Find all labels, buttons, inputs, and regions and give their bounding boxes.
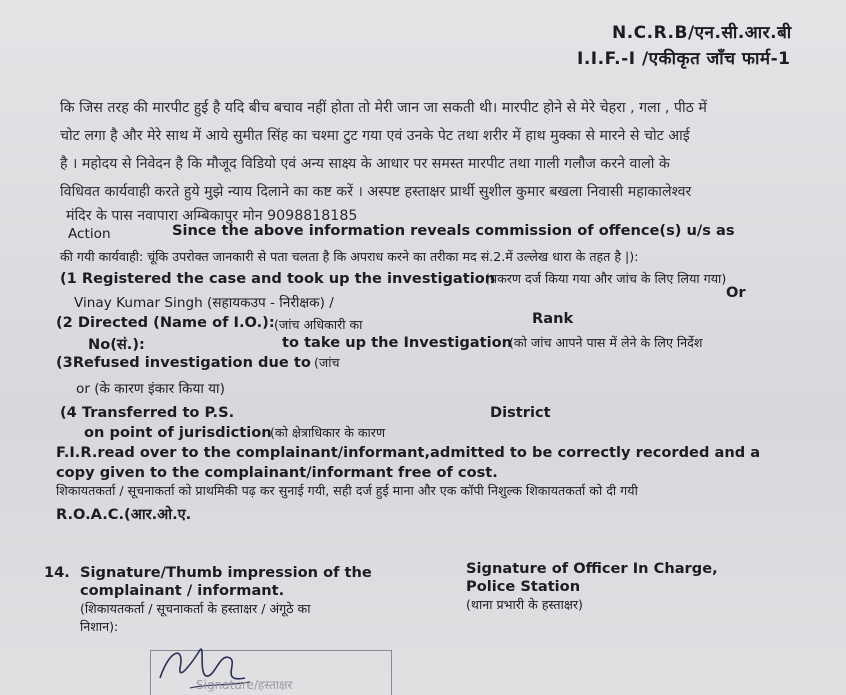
section14-number: 14. xyxy=(44,564,70,581)
item4-text: (4 Transferred to P.S. xyxy=(60,404,235,421)
item4-hindi: (को क्षेत्राधिकार के कारण xyxy=(270,425,386,440)
item1-or: Or xyxy=(726,284,746,301)
item2-rank: Rank xyxy=(532,310,574,327)
action-text: Since the above information reveals commission of offence(s) u/s as xyxy=(172,222,735,239)
item4-line2: on point of jurisdiction xyxy=(84,424,272,441)
section14-right-line2: Police Station xyxy=(466,578,581,595)
section14-left-hindi2: निशान): xyxy=(80,619,119,634)
item2-text2: to take up the Investigation xyxy=(282,334,513,351)
action-label: Action xyxy=(68,226,111,242)
section14-right-line1: Signature of Officer In Charge, xyxy=(466,560,718,577)
item1-text: (1 Registered the case and took up the investigation xyxy=(60,270,496,287)
complaint-line: है । महोदय से निवेदन है कि मौजूद विडियो एवं अन्य साक्ष्य के आधार पर समस्त मारपीट तथा गाली गलौज करने वालो के xyxy=(60,156,670,172)
section14-right-hindi: (थाना प्रभारी के हस्ताक्षर) xyxy=(466,597,583,612)
item3-line2: or (के कारण इंकार किया या) xyxy=(76,381,225,397)
complaint-line: चोट लगा है और मेरे साथ में आये सुमीत सिंह का चश्मा टुट गया एवं उनके पेट तथा शरीर में हाथ मुक्का से मारने से चोट आई xyxy=(60,128,690,144)
fir-line1: F.I.R.read over to the complainant/informant,admitted to be correctly recorded and a xyxy=(56,444,761,461)
section14-left-line2: complainant / informant. xyxy=(80,582,285,599)
iif-form-header: I.I.F.-I /एकीकृत जाँच फार्म-1 xyxy=(577,49,791,69)
item2-hindi2: (को जांच आपने पास में लेने के लिए निर्देश xyxy=(509,335,703,350)
complaint-line: मंदिर के पास नवापारा अम्बिकापुर मोन 9098818185 xyxy=(66,208,358,224)
fir-line2: copy given to the complainant/informant free of cost. xyxy=(56,464,498,481)
signature-label: Signature/हस्ताक्षर xyxy=(196,678,293,692)
item1-officer: Vinay Kumar Singh (सहायकउप - निरीक्षक) / xyxy=(74,295,334,311)
action-hindi: की गयी कार्यवाही: चूंकि उपरोक्त जानकारी से पता चलता है कि अपराध करने का तरीका मद सं.2.में उल्लेख धारा के तहत है |): xyxy=(60,249,639,264)
complaint-line: विधिवत कार्यवाही करते हुये मुझे न्याय दिलाने का कष्ट करें । अस्पष्ट हस्ताक्षर प्रार्थी सुशील कुमार बखला निवासी महाकालेश्वर xyxy=(60,184,692,200)
roac: R.O.A.C.(आर.ओ.ए. xyxy=(56,506,192,523)
fir-hindi: शिकायतकर्ता / सूचनाकर्ता को प्राथमिकी पढ़ कर सुनाई गयी, सही दर्ज हुई माना और एक कॉपी निशुल्क शिकायतकर्ता को दी गयी xyxy=(56,483,638,498)
complaint-line: कि जिस तरह की मारपीट हुई है यदि बीच बचाव नहीं होता तो मेरी जान जा सकती थी। मारपीट होने से मेरे चेहरा , गला , पीठ में xyxy=(60,100,707,116)
item2-no: No(सं.): xyxy=(88,336,145,353)
item2-text: (2 Directed (Name of I.O.): xyxy=(56,314,275,331)
item4-district: District xyxy=(490,404,551,421)
ncrb-header: N.C.R.B/एन.सी.आर.बी xyxy=(612,23,792,43)
item3-hindi: (जांच xyxy=(314,355,340,370)
item3-text: (3Refused investigation due to xyxy=(56,354,311,371)
section14-left-line1: Signature/Thumb impression of the xyxy=(80,564,372,581)
item2-hindi: (जांच अधिकारी का xyxy=(274,317,363,332)
item1-hindi: (प्रकरण दर्ज किया गया और जांच के लिए लिया गया) xyxy=(485,271,727,286)
section14-left-hindi1: (शिकायतकर्ता / सूचनाकर्ता के हस्ताक्षर / अंगूठे का xyxy=(80,601,311,616)
